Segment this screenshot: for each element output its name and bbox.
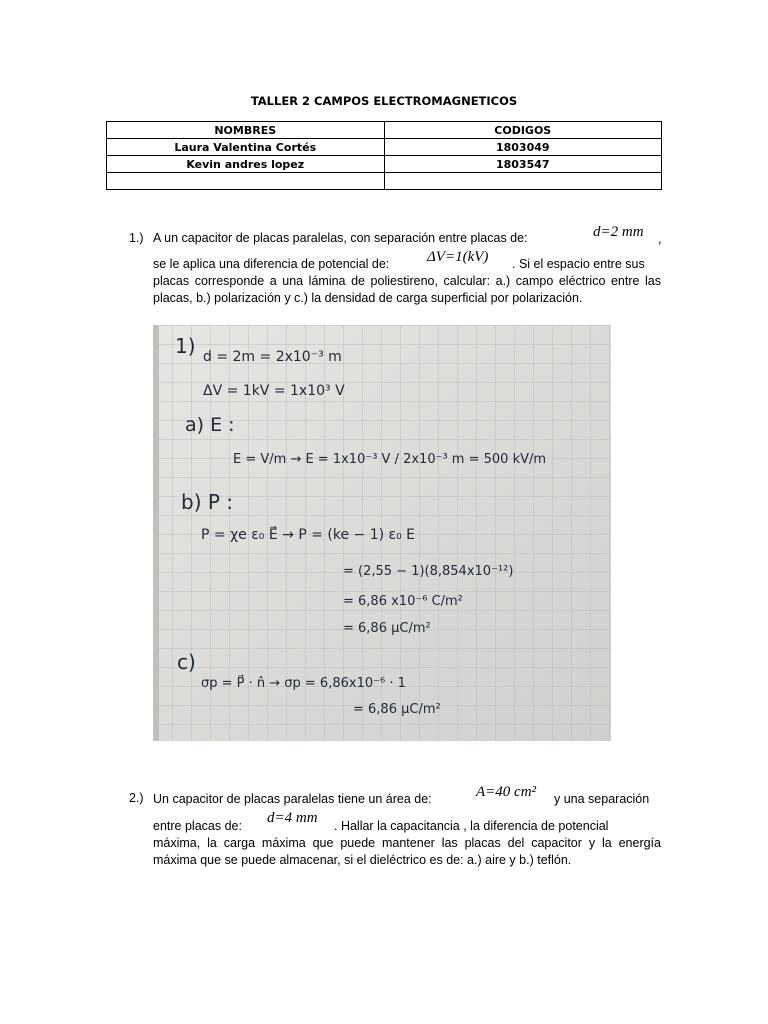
question-2-line-2-rest: . Hallar la capacitancia , la diferencia de potencial	[334, 819, 609, 833]
student-code	[384, 173, 662, 190]
question-2-area-formula: A=40 cm²	[476, 784, 537, 800]
student-code: 1803049	[384, 139, 662, 156]
student-name	[107, 173, 385, 190]
header-names: NOMBRES	[107, 122, 385, 139]
handwritten-line: b) P :	[181, 490, 234, 514]
handwritten-line: 1)	[175, 334, 196, 358]
handwritten-line: = 6,86 μC/m²	[353, 702, 441, 717]
handwritten-line: = (2,55 − 1)(8,854x10⁻¹²)	[343, 564, 514, 579]
student-name: Laura Valentina Cortés	[107, 139, 385, 156]
question-1-comma: ,	[658, 232, 662, 246]
handwritten-line: d = 2m = 2x10⁻³ m	[203, 349, 342, 365]
handwritten-line: c)	[177, 650, 196, 674]
table-header-row	[107, 122, 662, 139]
handwritten-line: a) E :	[185, 414, 235, 436]
handwritten-line: σp = P⃗ · n̂ → σp = 6,86x10⁻⁶ · 1	[201, 676, 406, 691]
question-2-line-2: entre placas de:	[153, 819, 242, 833]
table-row	[107, 173, 662, 190]
handwritten-line: = 6,86 x10⁻⁶ C/m²	[343, 594, 463, 609]
handwritten-line: ΔV = 1kV = 1x10³ V	[203, 383, 345, 399]
handwritten-line: P = χe ε₀ E⃗ → P = (ke − 1) ε₀ E	[201, 527, 416, 543]
question-2-number: 2.)	[129, 791, 144, 805]
students-table	[106, 121, 662, 190]
table-row	[107, 156, 662, 173]
table-row	[107, 139, 662, 156]
question-1-body: placas corresponde a una lámina de poliestireno, calcular: a.) campo eléctrico entre las placas, b.) polarización y c.) la densidad de carga superficial por polarización.	[153, 274, 661, 305]
handwritten-solution-photo	[153, 325, 611, 741]
handwritten-line: = 6,86 μC/m²	[343, 621, 431, 636]
question-2-line-1-end: y una separación	[554, 792, 650, 806]
question-2-body: máxima, la carga máxima que puede mantener las placas del capacitor y la energía máxima que se puede almacenar, si el dieléctrico es de: a.) aire y b.) teflón.	[153, 836, 661, 867]
question-1-line-1	[153, 230, 528, 247]
question-2-distance-formula: d=4 mm	[267, 810, 318, 826]
handwritten-line: E = V/m → E = 1x10⁻³ V / 2x10⁻³ m = 500 kV/m	[233, 452, 547, 467]
question-2-line-1: Un capacitor de placas paralelas tiene un área de:	[153, 792, 432, 806]
student-code: 1803547	[384, 156, 662, 173]
document-title: TALLER 2 CAMPOS ELECTROMAGNETICOS	[250, 94, 518, 108]
question-1-line-2-rest: . Si el espacio entre sus	[512, 257, 645, 271]
student-name: Kevin andres lopez	[107, 156, 385, 173]
question-1-line-2: se le aplica una diferencia de potencial de:	[153, 257, 390, 271]
question-1-distance-formula: d=2 mm	[593, 224, 644, 240]
question-1-text: A un capacitor de placas paralelas, con separación entre placas de:	[153, 231, 528, 245]
header-codes: CODIGOS	[384, 122, 662, 139]
question-1-number: 1.)	[129, 231, 144, 245]
question-1-voltage-formula: ΔV=1(kV)	[427, 249, 489, 265]
